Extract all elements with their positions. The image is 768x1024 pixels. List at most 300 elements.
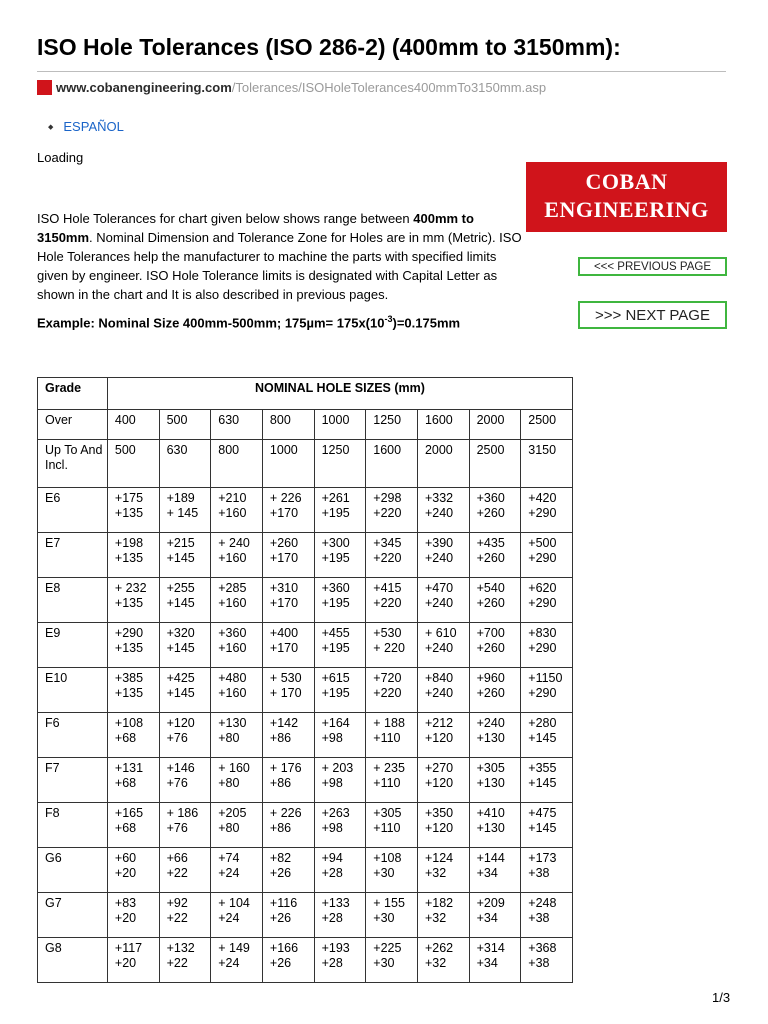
upper-deviation: +475 xyxy=(528,806,557,820)
upper-deviation: +345 xyxy=(373,536,402,550)
table-row xyxy=(38,848,573,893)
lower-deviation: +170 xyxy=(269,641,299,655)
upper-deviation: +146 xyxy=(166,761,195,775)
tolerance-cell xyxy=(262,938,314,983)
upper-deviation: +480 xyxy=(218,671,247,685)
table-row xyxy=(38,758,573,803)
upto-value: 3150 xyxy=(521,440,573,488)
upper-deviation: +60 xyxy=(114,851,137,865)
lower-deviation: +68 xyxy=(114,776,137,790)
upper-deviation: + 226 xyxy=(269,806,302,820)
tolerance-cell xyxy=(314,623,366,668)
tolerance-cell xyxy=(469,533,521,578)
tolerance-cell xyxy=(107,893,159,938)
grade-cell: E9 xyxy=(38,623,108,668)
tolerance-cell xyxy=(366,893,418,938)
lower-deviation: +68 xyxy=(114,821,137,835)
lower-deviation: +170 xyxy=(269,596,299,610)
table-row xyxy=(38,488,573,533)
tolerance-cell xyxy=(159,623,211,668)
lower-deviation: +145 xyxy=(166,641,195,655)
upto-label: Up To And Incl. xyxy=(38,440,108,488)
lower-deviation: +240 xyxy=(424,551,454,565)
upper-deviation: +263 xyxy=(321,806,350,820)
over-value: 1000 xyxy=(314,410,366,440)
lower-deviation: +32 xyxy=(424,956,447,970)
upper-deviation: +830 xyxy=(528,626,557,640)
upper-deviation: +189 xyxy=(166,491,195,505)
upper-deviation: +285 xyxy=(218,581,247,595)
tolerance-cell xyxy=(159,803,211,848)
table-row xyxy=(38,938,573,983)
upper-deviation: +133 xyxy=(321,896,350,910)
upper-deviation: +320 xyxy=(166,626,195,640)
upto-value: 500 xyxy=(107,440,159,488)
lower-deviation: +170 xyxy=(269,551,299,565)
upper-deviation: +94 xyxy=(321,851,343,865)
tolerance-cell xyxy=(211,578,263,623)
upper-deviation: +530 xyxy=(373,626,402,640)
tolerance-cell xyxy=(262,533,314,578)
lower-deviation: +135 xyxy=(114,596,144,610)
upper-deviation: +700 xyxy=(476,626,505,640)
upper-deviation: +261 xyxy=(321,491,350,505)
lower-deviation: +28 xyxy=(321,956,343,970)
lower-deviation: +220 xyxy=(373,506,402,520)
lower-deviation: +135 xyxy=(114,686,144,700)
upper-deviation: +350 xyxy=(424,806,454,820)
tolerance-cell xyxy=(107,758,159,803)
upper-deviation: +193 xyxy=(321,941,350,955)
table-row xyxy=(38,533,573,578)
lower-deviation: +145 xyxy=(166,551,195,565)
upper-deviation: +368 xyxy=(528,941,557,955)
tolerance-cell xyxy=(521,578,573,623)
upper-deviation: +360 xyxy=(476,491,505,505)
lower-deviation: +38 xyxy=(528,866,550,880)
tolerance-cell xyxy=(159,713,211,758)
lower-deviation: +34 xyxy=(476,866,498,880)
over-value: 2500 xyxy=(521,410,573,440)
table-row xyxy=(38,623,573,668)
logo-line-1: COBAN xyxy=(585,169,668,194)
tolerance-cell xyxy=(469,938,521,983)
lower-deviation: +290 xyxy=(528,686,557,700)
lower-deviation: +20 xyxy=(114,956,137,970)
lower-deviation: +160 xyxy=(218,641,247,655)
tolerance-cell xyxy=(366,533,418,578)
lower-deviation: +86 xyxy=(269,731,292,745)
tolerance-cell xyxy=(159,848,211,893)
tolerance-cell xyxy=(159,668,211,713)
grade-cell: E10 xyxy=(38,668,108,713)
tolerance-cell xyxy=(314,848,366,893)
language-list xyxy=(48,119,124,134)
tolerance-cell xyxy=(314,578,366,623)
lower-deviation: +98 xyxy=(321,821,343,835)
tolerance-cell xyxy=(366,938,418,983)
lower-deviation: +22 xyxy=(166,866,188,880)
upper-deviation: +298 xyxy=(373,491,402,505)
lower-deviation: + 170 xyxy=(269,686,302,700)
tolerance-cell xyxy=(211,488,263,533)
intro-text-1: ISO Hole Tolerances for chart given below shows range between xyxy=(37,211,414,226)
lower-deviation: +130 xyxy=(476,731,505,745)
tolerance-cell xyxy=(314,713,366,758)
table-row xyxy=(38,578,573,623)
upper-deviation: +130 xyxy=(218,716,247,730)
tolerance-cell xyxy=(159,578,211,623)
table-row xyxy=(38,893,573,938)
upper-deviation: + 530 xyxy=(269,671,302,685)
upper-deviation: + 104 xyxy=(218,896,250,910)
over-value: 1600 xyxy=(417,410,469,440)
upto-value: 800 xyxy=(211,440,263,488)
lower-deviation: +22 xyxy=(166,911,188,925)
lower-deviation: +135 xyxy=(114,551,144,565)
lower-deviation: +145 xyxy=(528,731,557,745)
intro-text-2: . Nominal Dimension and Tolerance Zone for Holes are in mm (Metric). ISO Hole Tolerances help the manufacturer to machine the parts with specified limits given by engineer. ISO Hole Tolerance limits is designated with Capital Letter as shown in the chart and It is also described in previous pages. xyxy=(37,230,522,302)
upto-value: 2000 xyxy=(417,440,469,488)
upper-deviation: +124 xyxy=(424,851,454,865)
nominal-sizes-header: NOMINAL HOLE SIZES (mm) xyxy=(107,378,572,410)
lower-deviation: +170 xyxy=(269,506,299,520)
lower-deviation: +130 xyxy=(476,776,505,790)
over-label: Over xyxy=(38,410,108,440)
upper-deviation: +425 xyxy=(166,671,195,685)
grade-cell: E7 xyxy=(38,533,108,578)
tolerance-cell xyxy=(417,488,469,533)
upper-deviation: + 176 xyxy=(269,761,302,775)
tolerance-cell xyxy=(107,488,159,533)
upper-deviation: +209 xyxy=(476,896,505,910)
upper-deviation: +144 xyxy=(476,851,505,865)
tolerance-cell xyxy=(366,488,418,533)
source-url[interactable] xyxy=(37,80,546,95)
tolerance-cell xyxy=(366,668,418,713)
loading-text: Loading xyxy=(37,150,84,165)
tolerance-cell xyxy=(159,533,211,578)
lower-deviation: +240 xyxy=(424,641,454,655)
lower-deviation: +260 xyxy=(476,596,505,610)
upper-deviation: +400 xyxy=(269,626,299,640)
upper-deviation: +620 xyxy=(528,581,557,595)
lower-deviation: +110 xyxy=(373,821,401,835)
upper-deviation: +385 xyxy=(114,671,144,685)
upper-deviation: +240 xyxy=(476,716,505,730)
upper-deviation: +420 xyxy=(528,491,557,505)
upper-deviation: + 186 xyxy=(166,806,199,820)
upper-deviation: +225 xyxy=(373,941,402,955)
tolerance-cell xyxy=(469,803,521,848)
upper-deviation: +248 xyxy=(528,896,557,910)
example-post: )=0.175mm xyxy=(392,315,461,331)
grade-cell: F7 xyxy=(38,758,108,803)
coban-engineering-logo[interactable] xyxy=(526,162,727,232)
lower-deviation: +290 xyxy=(528,551,557,565)
upper-deviation: +470 xyxy=(424,581,454,595)
upper-deviation: + 149 xyxy=(218,941,250,955)
upper-deviation: +205 xyxy=(218,806,247,820)
over-value: 800 xyxy=(262,410,314,440)
upper-deviation: +131 xyxy=(114,761,144,775)
tolerance-cell xyxy=(107,803,159,848)
tolerance-cell xyxy=(107,938,159,983)
lower-deviation: +26 xyxy=(269,866,292,880)
lower-deviation: +195 xyxy=(321,641,350,655)
previous-page-button[interactable]: <<< PREVIOUS PAGE xyxy=(578,257,727,276)
upper-deviation: +74 xyxy=(218,851,240,865)
tolerance-cell xyxy=(262,713,314,758)
upper-deviation: +270 xyxy=(424,761,454,775)
lower-deviation: +98 xyxy=(321,776,343,790)
tolerance-cell xyxy=(366,623,418,668)
upto-value: 630 xyxy=(159,440,211,488)
tolerance-cell xyxy=(366,713,418,758)
lower-deviation: +260 xyxy=(476,686,505,700)
tolerance-cell xyxy=(262,578,314,623)
lower-deviation: +76 xyxy=(166,776,188,790)
upper-deviation: +83 xyxy=(114,896,137,910)
tolerance-cell xyxy=(211,938,263,983)
tolerance-cell xyxy=(262,488,314,533)
upper-deviation: + 155 xyxy=(373,896,405,910)
lower-deviation: +28 xyxy=(321,866,343,880)
over-value: 2000 xyxy=(469,410,521,440)
tolerance-cell xyxy=(211,848,263,893)
tolerance-cell xyxy=(211,758,263,803)
example-pre: Example: Nominal Size 400mm-500mm; 175µm= 175x(10 xyxy=(37,315,385,331)
table-row xyxy=(38,713,573,758)
lower-deviation: +68 xyxy=(114,731,137,745)
page-title: ISO Hole Tolerances (ISO 286-2) (400mm to 3150mm): xyxy=(37,34,621,60)
lower-deviation: +290 xyxy=(528,506,557,520)
lower-deviation: +26 xyxy=(269,956,292,970)
upper-deviation: +720 xyxy=(373,671,402,685)
grade-cell: G7 xyxy=(38,893,108,938)
tolerance-cell xyxy=(211,623,263,668)
tolerance-cell xyxy=(159,758,211,803)
tolerance-cell xyxy=(521,758,573,803)
lower-deviation: +260 xyxy=(476,641,505,655)
upper-deviation: + 188 xyxy=(373,716,405,730)
upper-deviation: +108 xyxy=(114,716,144,730)
lower-deviation: +260 xyxy=(476,506,505,520)
upper-deviation: +142 xyxy=(269,716,299,730)
upper-deviation: +300 xyxy=(321,536,350,550)
tolerance-cell xyxy=(469,713,521,758)
lower-deviation: +76 xyxy=(166,731,188,745)
upper-deviation: +164 xyxy=(321,716,350,730)
tolerance-cell xyxy=(159,938,211,983)
over-value: 400 xyxy=(107,410,159,440)
grade-cell: G6 xyxy=(38,848,108,893)
tolerance-cell xyxy=(107,713,159,758)
lower-deviation: +86 xyxy=(269,776,292,790)
next-page-button[interactable]: >>> NEXT PAGE xyxy=(578,301,727,329)
tolerance-cell xyxy=(417,668,469,713)
tolerance-cell xyxy=(417,533,469,578)
lower-deviation: +98 xyxy=(321,731,343,745)
hole-tolerance-table xyxy=(37,377,573,983)
upper-deviation: +117 xyxy=(114,941,143,955)
upper-deviation: + 235 xyxy=(373,761,405,775)
upper-deviation: +355 xyxy=(528,761,557,775)
tolerance-cell xyxy=(314,893,366,938)
lower-deviation: +20 xyxy=(114,866,137,880)
lower-deviation: +38 xyxy=(528,911,550,925)
upper-deviation: +960 xyxy=(476,671,505,685)
bullet-icon: ◆ xyxy=(48,123,54,131)
lower-deviation: +30 xyxy=(373,866,395,880)
upto-value: 1000 xyxy=(262,440,314,488)
tolerance-cell xyxy=(262,623,314,668)
tolerance-cell xyxy=(314,668,366,713)
upto-row xyxy=(38,440,573,488)
lower-deviation: +32 xyxy=(424,911,447,925)
lower-deviation: +30 xyxy=(373,956,395,970)
lower-deviation: +34 xyxy=(476,911,498,925)
tolerance-cell xyxy=(521,893,573,938)
tolerance-cell xyxy=(521,623,573,668)
example-exponent: -3 xyxy=(384,314,393,324)
tolerance-cell xyxy=(521,668,573,713)
upper-deviation: +305 xyxy=(373,806,402,820)
tolerance-cell xyxy=(211,893,263,938)
example-line xyxy=(37,314,460,330)
tolerance-cell xyxy=(314,938,366,983)
url-domain[interactable]: www.cobanengineering.com xyxy=(56,80,232,95)
tolerance-cell xyxy=(417,578,469,623)
upper-deviation: +120 xyxy=(166,716,195,730)
tolerance-cell xyxy=(417,893,469,938)
grade-header: Grade xyxy=(38,378,108,410)
tolerance-cell xyxy=(107,668,159,713)
lower-deviation: +195 xyxy=(321,506,350,520)
tolerance-cell xyxy=(417,803,469,848)
lower-deviation: +80 xyxy=(218,731,240,745)
title-divider xyxy=(37,71,726,72)
intro-range-bold: 400mm to 3150mm xyxy=(37,211,474,245)
upper-deviation: + 240 xyxy=(218,536,250,550)
upper-deviation: +332 xyxy=(424,491,454,505)
lower-deviation: +135 xyxy=(114,506,144,520)
tolerance-cell xyxy=(107,578,159,623)
upper-deviation: +615 xyxy=(321,671,350,685)
tolerance-cell xyxy=(469,623,521,668)
lower-deviation: +24 xyxy=(218,911,240,925)
lower-deviation: +20 xyxy=(114,911,137,925)
tolerance-cell xyxy=(521,533,573,578)
lower-deviation: +290 xyxy=(528,641,557,655)
over-value: 1250 xyxy=(366,410,418,440)
lower-deviation: +160 xyxy=(218,551,247,565)
lower-deviation: +110 xyxy=(373,731,401,745)
grade-cell: E6 xyxy=(38,488,108,533)
table-header-row xyxy=(38,378,573,410)
lower-deviation: +30 xyxy=(373,911,395,925)
tolerance-cell xyxy=(417,713,469,758)
tolerance-cell xyxy=(469,893,521,938)
upper-deviation: +290 xyxy=(114,626,144,640)
tolerance-cell xyxy=(262,893,314,938)
upper-deviation: +360 xyxy=(218,626,247,640)
upper-deviation: +840 xyxy=(424,671,454,685)
upper-deviation: +175 xyxy=(114,491,144,505)
tolerance-cell xyxy=(211,803,263,848)
upper-deviation: +500 xyxy=(528,536,557,550)
tolerance-cell xyxy=(366,803,418,848)
lower-deviation: +86 xyxy=(269,821,292,835)
upper-deviation: +215 xyxy=(166,536,195,550)
lower-deviation: +240 xyxy=(424,506,454,520)
lower-deviation: + 145 xyxy=(166,506,199,520)
upper-deviation: +360 xyxy=(321,581,350,595)
tolerance-cell xyxy=(469,578,521,623)
upper-deviation: +390 xyxy=(424,536,454,550)
upto-value: 1600 xyxy=(366,440,418,488)
tolerance-cell xyxy=(469,848,521,893)
site-favicon-icon xyxy=(37,80,52,95)
grade-cell: F6 xyxy=(38,713,108,758)
tolerance-cell xyxy=(107,533,159,578)
tolerance-cell xyxy=(521,488,573,533)
grade-cell: F8 xyxy=(38,803,108,848)
lower-deviation: +110 xyxy=(373,776,401,790)
upper-deviation: + 160 xyxy=(218,761,250,775)
tolerance-cell xyxy=(262,848,314,893)
tolerance-cell xyxy=(417,848,469,893)
lower-deviation: +80 xyxy=(218,776,240,790)
lower-deviation: +240 xyxy=(424,596,454,610)
upper-deviation: +435 xyxy=(476,536,505,550)
upper-deviation: + 610 xyxy=(424,626,457,640)
lower-deviation: +32 xyxy=(424,866,447,880)
lower-deviation: +145 xyxy=(166,686,195,700)
upper-deviation: +280 xyxy=(528,716,557,730)
url-path[interactable]: /Tolerances/ISOHoleTolerances400mmTo3150mm.asp xyxy=(231,80,547,95)
language-link-espanol[interactable]: ESPAÑOL xyxy=(63,119,124,134)
tolerance-cell xyxy=(262,803,314,848)
lower-deviation: +76 xyxy=(166,821,188,835)
upper-deviation: +92 xyxy=(166,896,188,910)
upper-deviation: +260 xyxy=(269,536,299,550)
lower-deviation: + 220 xyxy=(373,641,405,655)
tolerance-cell xyxy=(469,488,521,533)
tolerance-cell xyxy=(262,758,314,803)
lower-deviation: +220 xyxy=(373,596,402,610)
tolerance-cell xyxy=(314,803,366,848)
over-row xyxy=(38,410,573,440)
lower-deviation: +240 xyxy=(424,686,454,700)
upper-deviation: +255 xyxy=(166,581,195,595)
tolerance-cell xyxy=(314,758,366,803)
upper-deviation: +165 xyxy=(114,806,144,820)
upper-deviation: +262 xyxy=(424,941,454,955)
lower-deviation: +120 xyxy=(424,776,454,790)
tolerance-cell xyxy=(211,713,263,758)
lower-deviation: +24 xyxy=(218,866,240,880)
grade-cell: E8 xyxy=(38,578,108,623)
tolerance-cell xyxy=(366,758,418,803)
lower-deviation: +195 xyxy=(321,551,350,565)
lower-deviation: +145 xyxy=(166,596,195,610)
logo-line-2: ENGINEERING xyxy=(544,197,709,222)
upper-deviation: + 203 xyxy=(321,761,354,775)
lower-deviation: +290 xyxy=(528,596,557,610)
tolerance-cell xyxy=(211,668,263,713)
tolerance-cell xyxy=(521,848,573,893)
